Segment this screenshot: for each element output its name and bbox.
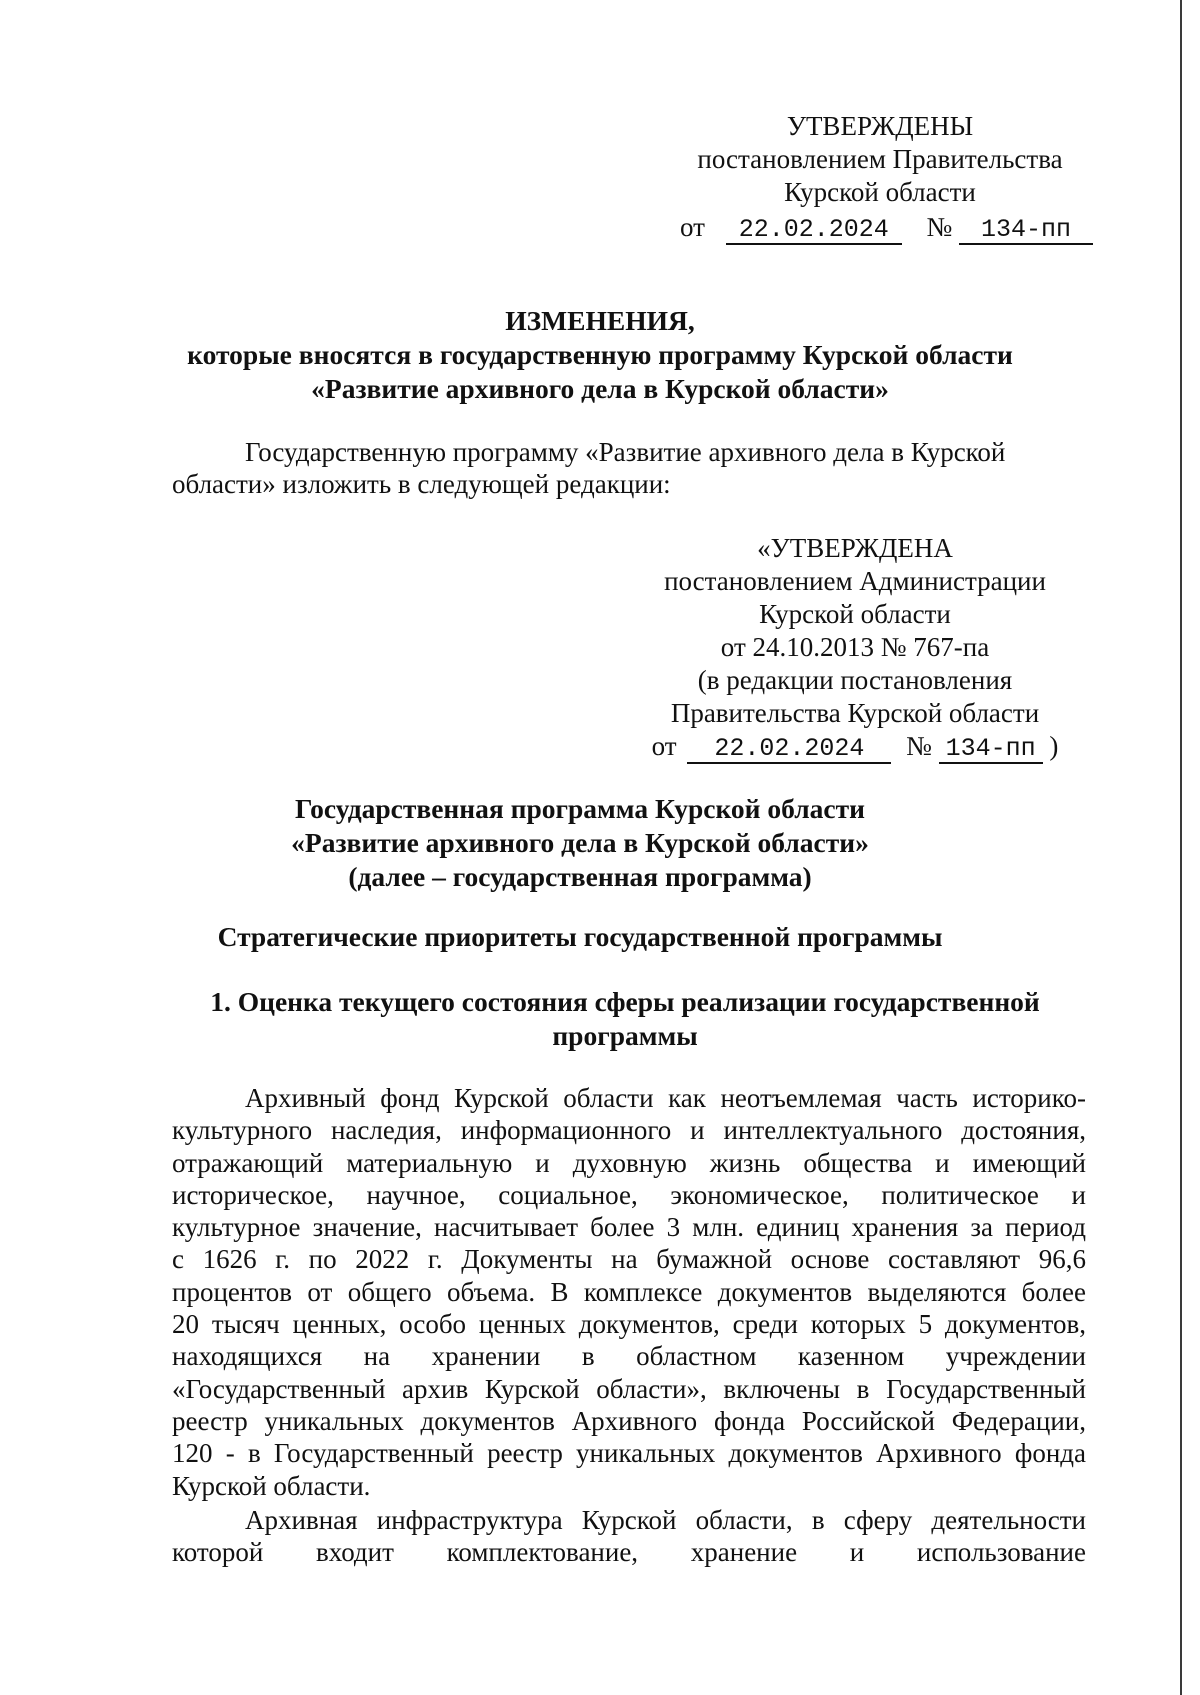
approval-date-line <box>680 211 1080 245</box>
from-label: от <box>680 212 705 242</box>
section-title: Стратегические приоритеты государственной программы <box>217 921 943 952</box>
page-edge-line <box>1180 0 1182 1695</box>
program-title: «Развитие архивного дела в Курской области» <box>291 827 869 858</box>
approval2-line: Курской области <box>759 599 951 629</box>
paragraph-line: историческое, научное, социальное, экономическое, политическое и <box>172 1179 1086 1210</box>
paragraph-line: находящихся на хранении в областном казенном учреждении <box>172 1341 1086 1372</box>
paragraph-2 <box>172 1504 1086 1569</box>
approval2-line: Правительства Курской области <box>670 698 1040 728</box>
approval-title: УТВЕРЖДЕНЫ <box>786 111 974 141</box>
program-title: Государственная программа Курской области <box>295 793 865 824</box>
closing-paren: ) <box>1049 731 1059 761</box>
paragraph-line: реестр уникальных документов Архивного фонда Российской Федерации, <box>172 1405 1086 1436</box>
approval2-line: постановлением Администрации <box>664 566 1046 596</box>
paragraph-line: Архивная инфраструктура Курской области, в сферу деятельности <box>245 1505 1086 1535</box>
intro-paragraph <box>172 436 1086 501</box>
program-subtitle: (далее – государственная программа) <box>348 861 812 892</box>
approval2-title: «УТВЕРЖДЕНА <box>757 533 953 563</box>
changes-title: ИЗМЕНЕНИЯ, <box>505 305 695 336</box>
intro-line: Государственную программу «Развитие архивного дела в Курской <box>245 437 1006 467</box>
paragraph-line: 20 тысяч ценных, особо ценных документов, среди которых 5 документов, <box>172 1309 1086 1340</box>
paragraph-line: с 1626 г. по 2022 г. Документы на бумажной основе составляют 96,6 <box>172 1244 1086 1275</box>
program-heading <box>130 792 1030 894</box>
paragraph-1 <box>172 1082 1086 1502</box>
approval-block <box>680 110 1080 245</box>
approval2-number: 134-пп <box>939 736 1043 764</box>
approval-line: постановлением Правительства <box>697 144 1063 174</box>
approval2-line: от 24.10.2013 № 767-па <box>720 632 990 662</box>
approval-number: 134-пп <box>959 217 1093 245</box>
subsection-title: 1. Оценка текущего состояния сферы реализации государственной <box>210 986 1040 1017</box>
subsection-title: программы <box>552 1020 698 1051</box>
number-label: № <box>926 212 953 242</box>
subsection-heading <box>150 985 1100 1053</box>
from-label: от <box>651 731 677 761</box>
paragraph-line: процентов от общего объема. В комплексе документов выделяются более <box>172 1276 1086 1307</box>
approval-block-2 <box>645 532 1065 764</box>
paragraph-line: «Государственный архив Курской области», включены в Государственный <box>172 1373 1086 1404</box>
changes-subtitle: которые вносятся в государственную программу Курской области <box>187 339 1013 370</box>
paragraph-line: Архивный фонд Курской области как неотъемлемая часть историко- <box>245 1083 1086 1113</box>
paragraph-line: 120 - в Государственный реестр уникальных документов Архивного фонда <box>172 1438 1086 1469</box>
paragraph-line: культурное значение, насчитывает более 3 млн. единиц хранения за период <box>172 1212 1086 1243</box>
paragraph-line: Курской области. <box>172 1470 371 1501</box>
intro-line: области» изложить в следующей редакции: <box>172 469 671 500</box>
approval2-date: 22.02.2024 <box>687 736 891 764</box>
approval-date: 22.02.2024 <box>726 217 902 245</box>
paragraph-line: которой входит комплектование, хранение и использование <box>172 1537 1086 1568</box>
approval2-line: (в редакции постановления <box>697 665 1013 695</box>
number-label: № <box>906 731 932 761</box>
approval2-date-line <box>645 730 1065 764</box>
approval-line: Курской области <box>784 177 976 207</box>
paragraph-line: культурного наследия, информационного и интеллектуального достояния, <box>172 1115 1086 1146</box>
changes-subtitle: «Развитие архивного дела в Курской области» <box>311 373 889 404</box>
paragraph-line: отражающий материальную и духовную жизнь общества и имеющий <box>172 1147 1086 1178</box>
changes-heading <box>100 304 1100 406</box>
